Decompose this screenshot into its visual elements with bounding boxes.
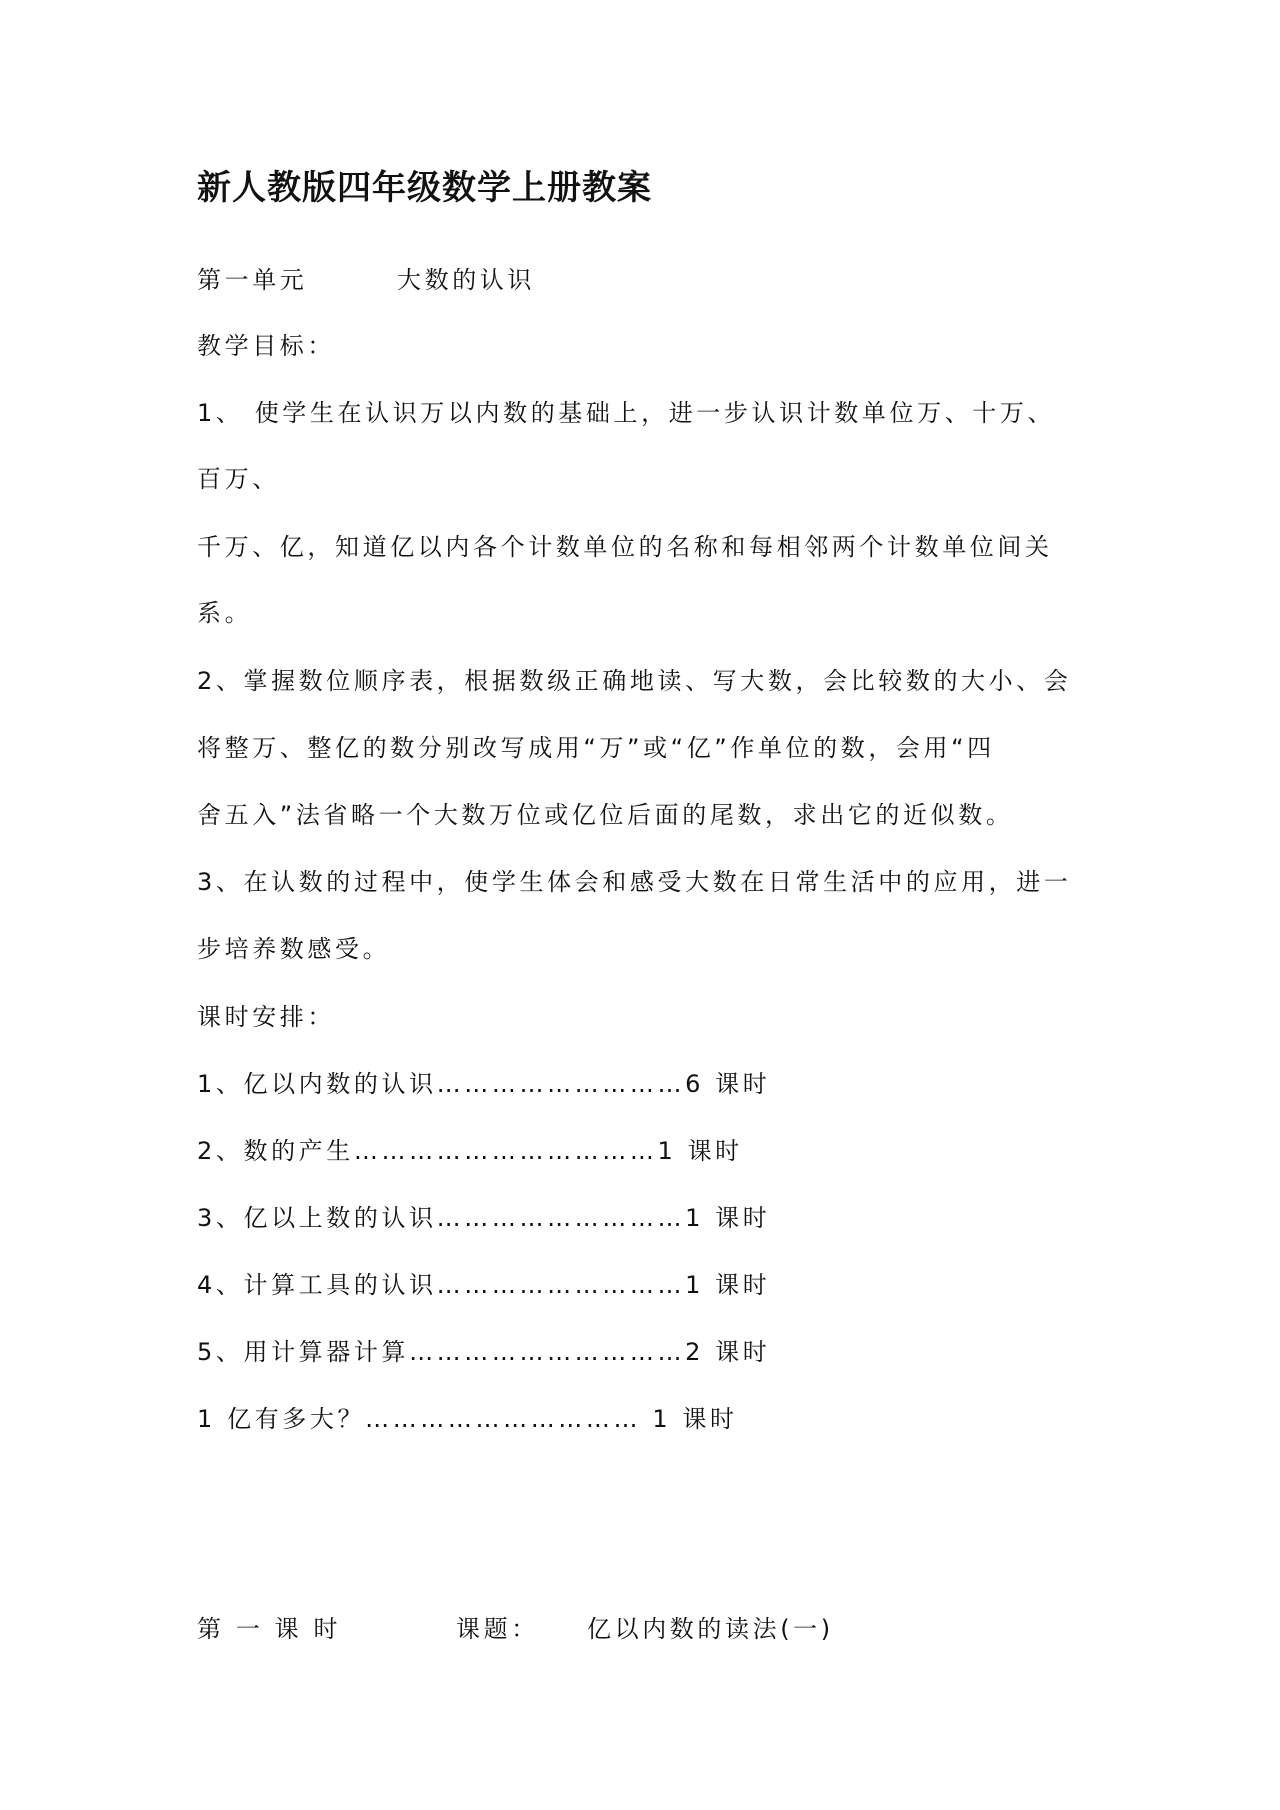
objective-line: 1、 使学生在认识万以内数的基础上，进一步认识计数单位万、十万、 [197,399,1056,427]
objective-line: 3、在认数的过程中，使学生体会和感受大数在日常生活中的应用，进一 [197,868,1072,896]
unit-name: 大数的认识 [397,266,535,294]
schedule-item: 2、数的产生……………………………1 课时 [197,1137,743,1165]
lesson-topic-label: 课题： [456,1615,539,1643]
schedule-item: 4、计算工具的认识………………………1 课时 [197,1271,771,1299]
objective-line: 系。 [197,599,253,627]
unit-heading [197,263,535,297]
lesson-label: 第 一 课 时 [197,1615,342,1643]
lesson-heading [197,1612,834,1646]
objectives-heading: 教学目标： [197,332,335,360]
objective-line: 步培养数感受。 [197,935,391,963]
schedule-item: 5、用计算器计算…………………………2 课时 [197,1338,771,1366]
document-title: 新人教版四年级数学上册教案 [197,168,652,208]
objective-line: 舍五入”法省略一个大数万位或亿位后面的尾数，求出它的近似数。 [197,801,1014,829]
unit-label: 第一单元 [197,266,308,294]
objective-line: 百万、 [197,465,280,493]
objective-line: 千万、亿，知道亿以内各个计数单位的名称和每相邻两个计数单位间关 [197,533,1053,561]
lesson-topic: 亿以内数的读法(一) [587,1615,834,1643]
schedule-item: 1 亿有多大？………………………… 1 课时 [197,1405,738,1433]
objective-line: 将整万、整亿的数分别改写成用“万”或“亿”作单位的数，会用“四 [197,734,995,762]
schedule-item: 1、亿以内数的认识………………………6 课时 [197,1070,771,1098]
objective-line: 2、掌握数位顺序表，根据数级正确地读、写大数，会比较数的大小、会 [197,667,1072,695]
schedule-heading: 课时安排： [197,1003,335,1031]
schedule-item: 3、亿以上数的认识………………………1 课时 [197,1204,771,1232]
